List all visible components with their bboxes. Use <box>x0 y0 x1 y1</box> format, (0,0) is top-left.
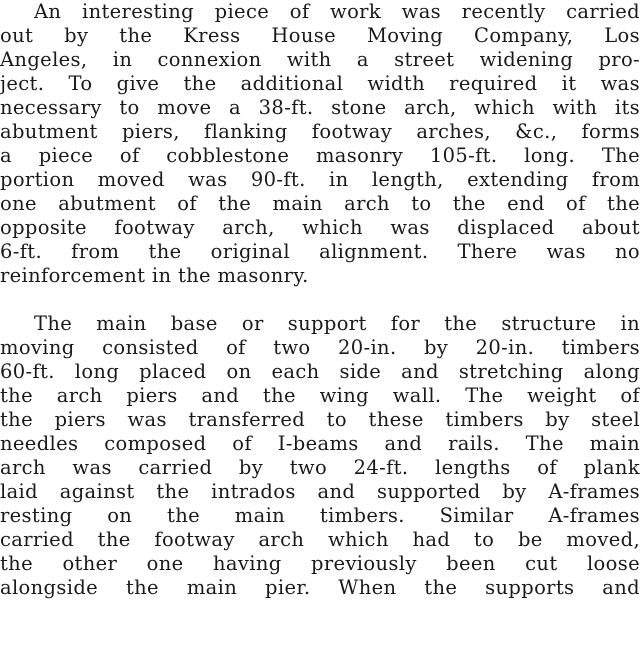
text-line: the arch piers and the wing wall. The weight of <box>0 384 640 407</box>
text-line: 60-ft. long placed on each side and stretching along <box>0 360 640 383</box>
text-line: necessary to move a 38-ft. stone arch, which with its <box>0 96 640 119</box>
text-line: abutment piers, flanking footway arches, &c., forms <box>0 120 640 143</box>
text-line: the piers was transferred to these timbers by steel <box>0 408 640 431</box>
text-line: The main base or support for the structure in <box>34 312 640 335</box>
text-line: An interesting piece of work was recently carried <box>34 0 640 23</box>
text-line: portion moved was 90-ft. in length, extending from <box>0 168 640 191</box>
text-line: 6-ft. from the original alignment. There was no <box>0 240 640 263</box>
text-line: a piece of cobblestone masonry 105-ft. long. The <box>0 144 640 167</box>
text-line: out by the Kress House Moving Company, Los <box>0 24 640 47</box>
text-line: carried the footway arch which had to be moved, <box>0 528 640 551</box>
text-line: needles composed of I-beams and rails. The main <box>0 432 640 455</box>
text-line: Angeles, in connexion with a street widening pro- <box>0 48 640 71</box>
text-line: the other one having previously been cut loose <box>0 552 640 575</box>
text-line: one abutment of the main arch to the end of the <box>0 192 640 215</box>
text-line: laid against the intrados and supported by A-frames <box>0 480 640 503</box>
text-line: resting on the main timbers. Similar A-frames <box>0 504 640 527</box>
text-line: reinforcement in the masonry. <box>0 264 309 287</box>
text-line: moving consisted of two 20-in. by 20-in. timbers <box>0 336 640 359</box>
text-line: ject. To give the additional width required it was <box>0 72 640 95</box>
text-line: opposite footway arch, which was displaced about <box>0 216 640 239</box>
text-line: arch was carried by two 24-ft. lengths of plank <box>0 456 640 479</box>
text-line: alongside the main pier. When the supports and <box>0 576 640 599</box>
